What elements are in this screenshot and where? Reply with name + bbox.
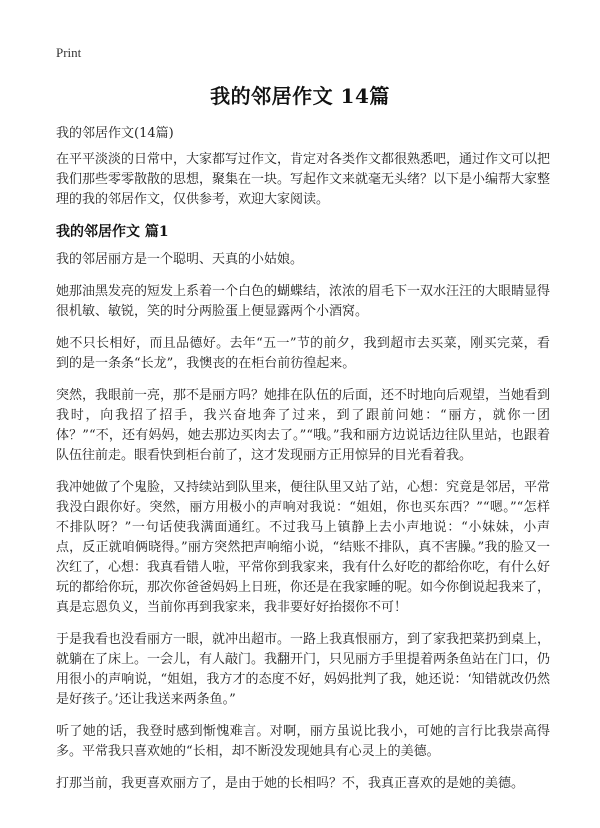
document-body — [56, 150, 550, 806]
paragraph: 听了她的话，我登时感到惭愧难言。对啊，丽方虽说比我小，可她的言行比我崇高得多。平常我只喜欢她的“长相，却不断没发现她具有心灵上的美德。 — [56, 724, 550, 759]
paragraph: 打那当前，我更喜欢丽方了，是由于她的长相吗？不，我真正喜欢的是她的美德。 — [56, 776, 525, 791]
document-title: 我的邻居作文 14篇 — [210, 84, 390, 108]
document-subtitle: 我的邻居作文(14篇) — [56, 126, 174, 141]
paragraph: 我的邻居丽方是一个聪明、天真的小姑娘。 — [56, 252, 304, 267]
paragraph: 我冲她做了个鬼脸，又持续站到队里来，便往队里又站了站，心想：究竟是邻居，平常我没白跟你好。突然，丽方用极小的声响对我说：“姐姐，你也买东西？”“嗯。”“怎样不排队呀？”一句话使我满面通红。不过我马上镇静上去小声地说：“小妹妹，小声点，反正就咱俩晓得。”丽方突然把声响缩小说，“结账不排队，真不害臊。”我的脸又一次红了，心想：我真看错人啦，平常你到我家来，我有什么好吃的都给你吃，有什么好玩的都给你玩，那次你爸爸妈妈上日班，你还是在我家睡的呢。如今你倒说起我来了，真是忘恩负义，当前你再到我家来，我非要好好抬掇你不可！ — [56, 480, 551, 615]
intro-paragraph: 在平平淡淡的日常中，大家都写过作文，肯定对各类作文都很熟悉吧，通过作文可以把我们那些零零散散的思想，聚集在一块。写起作文来就毫无头绪？以下是小编帮大家整理的我的邻居作文，仅供参考，欢迎大家阅读。 — [56, 152, 551, 207]
section-heading: 我的邻居作文 篇1 — [56, 224, 169, 240]
paragraph: 突然，我眼前一亮，那不是丽方吗？她排在队伍的后面，还不时地向后观望，当她看到我时，向我招了招手，我兴奋地奔了过来，到了跟前问她：“丽方，就你一团体？”“不，还有妈妈，她去那边买肉去了。”“哦。”我和丽方边说话边往队里站，也跟着队伍往前走。眼看快到柜台前了，这才发现丽方正用惊异的目光看着我。 — [56, 388, 551, 463]
paragraph: 于是我看也没看丽方一眼，就冲出超市。一路上我真恨丽方，到了家我把菜扔到桌上，就躺在了床上。一会儿，有人敲门。我翻开门，只见丽方手里提着两条鱼站在门口，仍用很小的声响说，“姐姐，我方才的态度不好，妈妈批判了我，她还说：‘知错就改仍然是好孩子。’还让我送来两条鱼。” — [56, 632, 551, 707]
paragraph: 她那油黑发亮的短发上系着一个白色的蝴蝶结，浓浓的眉毛下一双水汪汪的大眼睛显得很机敏、敏锐，笑的时分两脸蛋上便显露两个小酒窝。 — [56, 284, 551, 319]
print-label: Print — [56, 45, 82, 60]
paragraph: 她不只长相好，而且品德好。去年“五一”节的前夕，我到超市去买菜，刚买完菜，看到的是一条条“长龙”，我懊丧的在柜台前彷徨起来。 — [56, 336, 550, 371]
